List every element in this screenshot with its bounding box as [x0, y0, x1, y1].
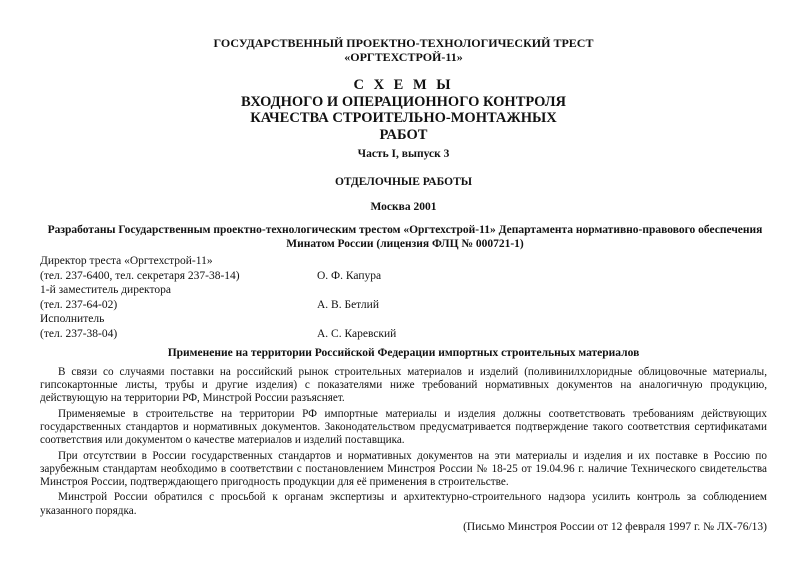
staff-row	[40, 312, 770, 327]
staff-person: О. Ф. Капура	[317, 269, 382, 282]
developed-by-line-2: Минатом России (лицензия ФЛЦ № 000721-1)	[286, 238, 524, 250]
title-line-3: КАЧЕСТВА СТРОИТЕЛЬНО-МОНТАЖНЫХ	[250, 110, 557, 126]
staff-phone: (тел. 237-38-04)	[40, 327, 118, 340]
staff-phone: (тел. 237-6400, тел. секретаря 237-38-14)	[40, 269, 240, 282]
part-issue: Часть I, выпуск 3	[357, 148, 450, 160]
staff-role: Исполнитель	[40, 313, 105, 326]
developed-by	[40, 223, 770, 251]
staff-row	[40, 269, 770, 284]
document-title	[0, 77, 807, 143]
paragraph: Минстрой России обратился с просьбой к органам экспертизы и архитектурно-строительного надзора усилить контроль за соблюдением указанного порядка.	[40, 491, 767, 517]
staff-row	[40, 283, 770, 298]
section-heading: Применение на территории Российской Федерации импортных строительных материалов	[167, 347, 640, 359]
paragraph: Применяемые в строительстве на территории РФ импортные материалы и изделия должны соответствовать требованиям действующих государственных стандартов и нормативных документов. Законодательством предусматривается подтверждение такого соответствия сертификатами соответствия или документом о качестве материалов и изделий поставщика.	[40, 407, 767, 447]
staff-row	[40, 327, 770, 342]
staff-list	[40, 254, 770, 342]
staff-person: А. В. Бетлий	[317, 298, 379, 311]
staff-row	[40, 298, 770, 313]
city-year: Москва 2001	[370, 201, 437, 213]
staff-role: 1-й заместитель директора	[40, 284, 171, 297]
paragraph: В связи со случаями поставки на российский рынок строительных материалов и изделий (поливинилхлоридные облицовочные материалы, гипсокартонные листы, трубы и другие изделия) с показателями ниже требований нормативных документов на аналогичную продукцию, действующую на территории РФ, Минстрой России разъясняет.	[40, 366, 767, 405]
works-heading: ОТДЕЛОЧНЫЕ РАБОТЫ	[334, 176, 473, 188]
staff-role: Директор треста «Оргтехстрой-11»	[40, 255, 213, 267]
organization-header	[0, 36, 807, 64]
paragraph: При отсутствии в России государственных стандартов и нормативных документов на эти материалы и изделия и их поставке в Россию по зарубежным стандартам необходимо в соответствии с постановлением Минстроя России № 18-25 от 19.04.96 г. наличие Технического свидетельства Минстроя России, подтверждающего пригодность продукции для её применения в строительстве.	[40, 449, 767, 488]
organization-name: ГОСУДАРСТВЕННЫЙ ПРОЕКТНО-ТЕХНОЛОГИЧЕСКИЙ ТРЕСТ	[213, 36, 594, 50]
staff-phone: (тел. 237-64-02)	[40, 298, 118, 311]
staff-row	[40, 254, 770, 269]
title-line-2: ВХОДНОГО И ОПЕРАЦИОННОГО КОНТРОЛЯ	[241, 93, 566, 110]
staff-person: А. С. Каревский	[317, 327, 397, 340]
developed-by-line-1: Разработаны Государственным проектно-технологическим трестом «Оргтехстрой-11» Департамента нормативно-правового обеспечения	[47, 224, 763, 236]
title-line-4: РАБОТ	[379, 126, 428, 143]
body-text	[40, 366, 767, 520]
letter-reference: (Письмо Минстроя России от 12 февраля 1997 г. № ЛХ-76/13)	[463, 521, 767, 533]
organization-short-name: «ОРГТЕХСТРОЙ-11»	[344, 50, 463, 64]
title-line-1: С Х Е М Ы	[353, 77, 454, 93]
